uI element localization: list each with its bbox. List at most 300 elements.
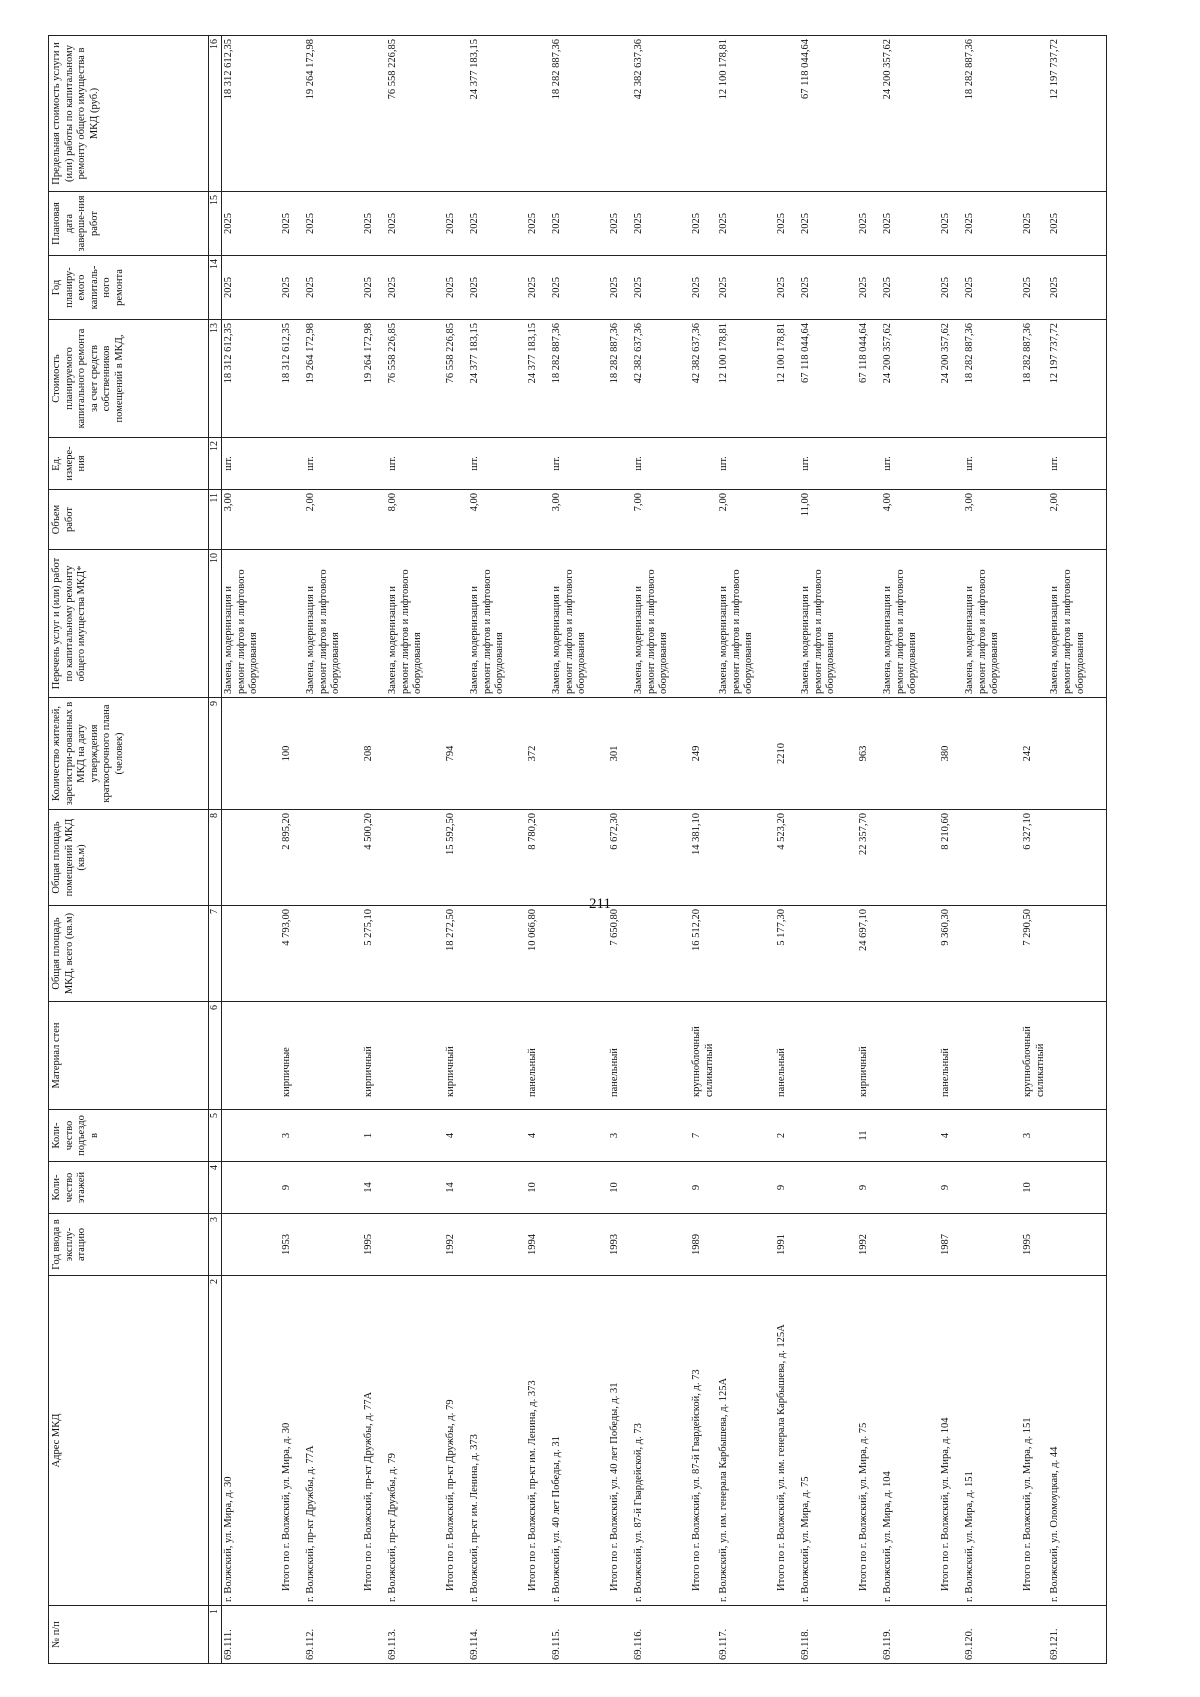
address-cell: Итого по г. Волжский, пр-кт Дружбы, д. 79 <box>444 1276 468 1606</box>
column-number: 14 <box>209 256 222 320</box>
total-area-cell <box>386 906 444 1002</box>
rotated-table-container <box>48 36 1148 1664</box>
unit-cell <box>362 438 386 490</box>
repair-cost-cell: 12 197 737,72 <box>1048 320 1107 438</box>
works-list-cell: Замена, модернизация и ремонт лифтов и лифтового оборудования <box>881 550 939 698</box>
residents-cell <box>1048 698 1107 810</box>
year-built-cell <box>386 1214 444 1276</box>
max-cost-cell <box>362 36 386 192</box>
total-area-cell <box>717 906 775 1002</box>
address-cell: г. Волжский, ул. Мира, д. 151 <box>963 1276 1021 1606</box>
max-cost-cell: 19 264 172,98 <box>304 36 362 192</box>
repair-year-cell: 2025 <box>939 256 963 320</box>
wall-material-cell <box>222 1002 281 1110</box>
work-volume-cell <box>690 490 717 550</box>
table-body <box>222 36 1107 1664</box>
capital-repair-table <box>48 35 1107 1664</box>
repair-year-cell: 2025 <box>857 256 881 320</box>
works-list-cell <box>526 550 550 698</box>
completion-date-cell: 2025 <box>280 192 304 256</box>
table-row <box>550 36 608 1664</box>
wall-material-cell: кирпичный <box>362 1002 386 1110</box>
repair-cost-cell: 67 118 044,64 <box>857 320 881 438</box>
header-cell: Общая площадь МКД, всего (кв.м) <box>49 906 209 1002</box>
floors-cell: 9 <box>690 1162 717 1214</box>
header-cell: Год ввода в эксплу-атацию <box>49 1214 209 1276</box>
header-cell: Адрес МКД <box>49 1276 209 1606</box>
repair-cost-cell: 12 100 178,81 <box>775 320 799 438</box>
repair-year-cell: 2025 <box>304 256 362 320</box>
repair-cost-cell: 76 558 226,85 <box>386 320 444 438</box>
entrances-cell <box>1048 1110 1107 1162</box>
address-cell: Итого по г. Волжский, ул. Мира, д. 75 <box>857 1276 881 1606</box>
table-row <box>386 36 444 1664</box>
address-cell: Итого по г. Волжский, ул. Мира, д. 30 <box>280 1276 304 1606</box>
floors-cell <box>222 1162 281 1214</box>
wall-material-cell: панельный <box>608 1002 632 1110</box>
repair-cost-cell: 18 282 887,36 <box>550 320 608 438</box>
header-cell: Коли-чество этажей <box>49 1162 209 1214</box>
total-area-cell: 7 290,50 <box>1021 906 1048 1002</box>
max-cost-cell: 24 377 183,15 <box>468 36 526 192</box>
year-built-cell <box>468 1214 526 1276</box>
wall-material-cell: панельный <box>939 1002 963 1110</box>
address-cell: г. Волжский, пр-кт Дружбы, д. 77А <box>304 1276 362 1606</box>
repair-cost-cell: 24 200 357,62 <box>881 320 939 438</box>
floors-cell <box>468 1162 526 1214</box>
wall-material-cell: панельный <box>526 1002 550 1110</box>
entrances-cell: 3 <box>280 1110 304 1162</box>
premises-area-cell <box>881 810 939 906</box>
year-built-cell: 1989 <box>690 1214 717 1276</box>
works-list-cell: Замена, модернизация и ремонт лифтов и лифтового оборудования <box>1048 550 1107 698</box>
row-number-cell: 69.113. <box>386 1606 444 1664</box>
year-built-cell <box>799 1214 857 1276</box>
table-total-row <box>280 36 304 1664</box>
year-built-cell <box>881 1214 939 1276</box>
address-cell: г. Волжский, ул. Оломоуцкая, д. 44 <box>1048 1276 1107 1606</box>
max-cost-cell: 18 312 612,35 <box>222 36 281 192</box>
entrances-cell: 4 <box>939 1110 963 1162</box>
entrances-cell: 1 <box>362 1110 386 1162</box>
address-cell: Итого по г. Волжский, ул. им. генерала Карбышева, д. 125А <box>775 1276 799 1606</box>
repair-cost-cell: 19 264 172,98 <box>304 320 362 438</box>
address-cell: Итого по г. Волжский, ул. Мира, д. 151 <box>1021 1276 1048 1606</box>
repair-cost-cell: 67 118 044,64 <box>799 320 857 438</box>
premises-area-cell: 15 592,50 <box>444 810 468 906</box>
repair-year-cell: 2025 <box>362 256 386 320</box>
wall-material-cell <box>386 1002 444 1110</box>
total-area-cell: 24 697,10 <box>857 906 881 1002</box>
floors-cell <box>304 1162 362 1214</box>
repair-year-cell: 2025 <box>799 256 857 320</box>
repair-year-cell: 2025 <box>386 256 444 320</box>
premises-area-cell <box>1048 810 1107 906</box>
year-built-cell <box>304 1214 362 1276</box>
max-cost-cell: 12 100 178,81 <box>717 36 775 192</box>
floors-cell <box>963 1162 1021 1214</box>
residents-cell: 249 <box>690 698 717 810</box>
work-volume-cell <box>775 490 799 550</box>
completion-date-cell: 2025 <box>881 192 939 256</box>
completion-date-cell: 2025 <box>690 192 717 256</box>
completion-date-cell: 2025 <box>468 192 526 256</box>
address-cell: г. Волжский, ул. Мира, д. 75 <box>799 1276 857 1606</box>
work-volume-cell: 2,00 <box>1048 490 1107 550</box>
entrances-cell: 7 <box>690 1110 717 1162</box>
column-number: 10 <box>209 550 222 698</box>
year-built-cell: 1991 <box>775 1214 799 1276</box>
wall-material-cell <box>1048 1002 1107 1110</box>
floors-cell: 14 <box>444 1162 468 1214</box>
row-number-cell: 69.121. <box>1048 1606 1107 1664</box>
premises-area-cell <box>550 810 608 906</box>
residents-cell: 380 <box>939 698 963 810</box>
total-area-cell: 16 512,20 <box>690 906 717 1002</box>
works-list-cell: Замена, модернизация и ремонт лифтов и лифтового оборудования <box>632 550 690 698</box>
floors-cell: 9 <box>939 1162 963 1214</box>
header-cell: Ед. измере-ния <box>49 438 209 490</box>
row-number-cell <box>857 1606 881 1664</box>
works-list-cell <box>775 550 799 698</box>
completion-date-cell: 2025 <box>444 192 468 256</box>
total-area-cell <box>799 906 857 1002</box>
premises-area-cell: 22 357,70 <box>857 810 881 906</box>
table-row <box>632 36 690 1664</box>
work-volume-cell: 7,00 <box>632 490 690 550</box>
works-list-cell: Замена, модернизация и ремонт лифтов и лифтового оборудования <box>304 550 362 698</box>
completion-date-cell: 2025 <box>1021 192 1048 256</box>
table-row <box>799 36 857 1664</box>
entrances-cell <box>386 1110 444 1162</box>
row-number-cell: 69.120. <box>963 1606 1021 1664</box>
total-area-cell <box>1048 906 1107 1002</box>
works-list-cell <box>444 550 468 698</box>
works-list-cell <box>690 550 717 698</box>
column-number: 13 <box>209 320 222 438</box>
header-cell: Перечень услуг и (или) работ по капитальному ремонту общего имущества МКД* <box>49 550 209 698</box>
completion-date-cell: 2025 <box>717 192 775 256</box>
header-cell: Стоимость планируемого капитального ремонта за счет средств собственников помещений в МКД, <box>49 320 209 438</box>
total-area-cell <box>632 906 690 1002</box>
row-number-cell: 69.117. <box>717 1606 775 1664</box>
row-number-cell: 69.115. <box>550 1606 608 1664</box>
wall-material-cell <box>881 1002 939 1110</box>
unit-cell: шт. <box>222 438 281 490</box>
entrances-cell <box>717 1110 775 1162</box>
header-cell: Количество жителей, зарегистри-рованных в МКД на дату утверждения краткосрочного плана (человек) <box>49 698 209 810</box>
floors-cell: 9 <box>775 1162 799 1214</box>
work-volume-cell: 3,00 <box>550 490 608 550</box>
residents-cell <box>963 698 1021 810</box>
year-built-cell: 1995 <box>1021 1214 1048 1276</box>
header-row <box>49 36 209 1664</box>
table-row <box>881 36 939 1664</box>
header-cell: Год планиру-емого капиталь-ного ремонта <box>49 256 209 320</box>
max-cost-cell <box>775 36 799 192</box>
entrances-cell <box>304 1110 362 1162</box>
repair-year-cell: 2025 <box>1048 256 1107 320</box>
premises-area-cell: 14 381,10 <box>690 810 717 906</box>
residents-cell <box>550 698 608 810</box>
works-list-cell <box>280 550 304 698</box>
entrances-cell: 4 <box>526 1110 550 1162</box>
completion-date-cell: 2025 <box>304 192 362 256</box>
year-built-cell <box>717 1214 775 1276</box>
total-area-cell <box>468 906 526 1002</box>
wall-material-cell <box>632 1002 690 1110</box>
table-row <box>1048 36 1107 1664</box>
max-cost-cell: 12 197 737,72 <box>1048 36 1107 192</box>
completion-date-cell: 2025 <box>386 192 444 256</box>
repair-year-cell: 2025 <box>690 256 717 320</box>
table-total-row <box>690 36 717 1664</box>
repair-cost-cell: 12 100 178,81 <box>717 320 775 438</box>
unit-cell <box>690 438 717 490</box>
unit-cell <box>526 438 550 490</box>
unit-cell <box>939 438 963 490</box>
works-list-cell: Замена, модернизация и ремонт лифтов и лифтового оборудования <box>468 550 526 698</box>
floors-cell <box>386 1162 444 1214</box>
unit-cell: шт. <box>304 438 362 490</box>
premises-area-cell: 8 780,20 <box>526 810 550 906</box>
repair-cost-cell: 76 558 226,85 <box>444 320 468 438</box>
repair-cost-cell: 18 282 887,36 <box>1021 320 1048 438</box>
column-number: 5 <box>209 1110 222 1162</box>
works-list-cell: Замена, модернизация и ремонт лифтов и лифтового оборудования <box>550 550 608 698</box>
max-cost-cell <box>280 36 304 192</box>
floors-cell: 10 <box>526 1162 550 1214</box>
premises-area-cell: 6 327,10 <box>1021 810 1048 906</box>
premises-area-cell <box>717 810 775 906</box>
header-cell: Предельная стоимость услуги и (или) работы по капитальному ремонту общего имущества в МКД (руб.) <box>49 36 209 192</box>
table-total-row <box>608 36 632 1664</box>
works-list-cell: Замена, модернизация и ремонт лифтов и лифтового оборудования <box>799 550 857 698</box>
completion-date-cell: 2025 <box>632 192 690 256</box>
entrances-cell <box>799 1110 857 1162</box>
completion-date-cell: 2025 <box>963 192 1021 256</box>
row-number-cell <box>939 1606 963 1664</box>
column-number: 1 <box>209 1606 222 1664</box>
unit-cell <box>775 438 799 490</box>
repair-year-cell: 2025 <box>222 256 281 320</box>
work-volume-cell <box>939 490 963 550</box>
residents-cell: 100 <box>280 698 304 810</box>
year-built-cell <box>550 1214 608 1276</box>
repair-cost-cell: 18 282 887,36 <box>608 320 632 438</box>
completion-date-cell: 2025 <box>362 192 386 256</box>
column-number: 8 <box>209 810 222 906</box>
residents-cell <box>468 698 526 810</box>
repair-cost-cell: 18 282 887,36 <box>963 320 1021 438</box>
table-total-row <box>444 36 468 1664</box>
unit-cell: шт. <box>550 438 608 490</box>
repair-year-cell: 2025 <box>963 256 1021 320</box>
work-volume-cell: 8,00 <box>386 490 444 550</box>
total-area-cell: 7 650,80 <box>608 906 632 1002</box>
work-volume-cell: 4,00 <box>468 490 526 550</box>
residents-cell <box>222 698 281 810</box>
residents-cell: 208 <box>362 698 386 810</box>
work-volume-cell: 2,00 <box>717 490 775 550</box>
max-cost-cell: 18 282 887,36 <box>963 36 1021 192</box>
floors-cell <box>1048 1162 1107 1214</box>
year-built-cell <box>632 1214 690 1276</box>
repair-year-cell: 2025 <box>444 256 468 320</box>
completion-date-cell: 2025 <box>608 192 632 256</box>
column-number: 6 <box>209 1002 222 1110</box>
repair-year-cell: 2025 <box>468 256 526 320</box>
work-volume-cell: 11,00 <box>799 490 857 550</box>
works-list-cell <box>608 550 632 698</box>
table-row <box>717 36 775 1664</box>
max-cost-cell <box>526 36 550 192</box>
max-cost-cell <box>690 36 717 192</box>
premises-area-cell <box>386 810 444 906</box>
max-cost-cell: 24 200 357,62 <box>881 36 939 192</box>
premises-area-cell: 4 523,20 <box>775 810 799 906</box>
year-built-cell: 1995 <box>362 1214 386 1276</box>
row-number-cell <box>690 1606 717 1664</box>
premises-area-cell <box>963 810 1021 906</box>
completion-date-cell: 2025 <box>799 192 857 256</box>
total-area-cell <box>963 906 1021 1002</box>
total-area-cell: 9 360,30 <box>939 906 963 1002</box>
completion-date-cell: 2025 <box>939 192 963 256</box>
total-area-cell: 4 793,00 <box>280 906 304 1002</box>
wall-material-cell: панельный <box>775 1002 799 1110</box>
unit-cell <box>444 438 468 490</box>
year-built-cell: 1993 <box>608 1214 632 1276</box>
repair-year-cell: 2025 <box>775 256 799 320</box>
floors-cell <box>881 1162 939 1214</box>
table-total-row <box>939 36 963 1664</box>
table-row <box>963 36 1021 1664</box>
address-cell: г. Волжский, пр-кт им. Ленина, д. 373 <box>468 1276 526 1606</box>
max-cost-cell <box>1021 36 1048 192</box>
header-cell: № п/п <box>49 1606 209 1664</box>
total-area-cell: 5 275,10 <box>362 906 386 1002</box>
work-volume-cell <box>608 490 632 550</box>
floors-cell <box>717 1162 775 1214</box>
unit-cell <box>1021 438 1048 490</box>
repair-cost-cell: 42 382 637,36 <box>632 320 690 438</box>
wall-material-cell <box>468 1002 526 1110</box>
wall-material-cell <box>963 1002 1021 1110</box>
row-number-cell <box>775 1606 799 1664</box>
address-cell: Итого по г. Волжский, ул. 87-й Гвардейской, д. 73 <box>690 1276 717 1606</box>
unit-cell: шт. <box>632 438 690 490</box>
wall-material-cell: кирпичный <box>444 1002 468 1110</box>
row-number-cell: 69.114. <box>468 1606 526 1664</box>
column-number: 12 <box>209 438 222 490</box>
address-cell: Итого по г. Волжский, ул. Мира, д. 104 <box>939 1276 963 1606</box>
column-number: 7 <box>209 906 222 1002</box>
column-number: 9 <box>209 698 222 810</box>
column-number: 16 <box>209 36 222 192</box>
row-number-cell <box>608 1606 632 1664</box>
max-cost-cell: 18 282 887,36 <box>550 36 608 192</box>
column-number-row <box>209 36 222 1664</box>
repair-year-cell: 2025 <box>1021 256 1048 320</box>
row-number-cell: 69.116. <box>632 1606 690 1664</box>
address-cell: г. Волжский, ул. 87-й Гвардейской, д. 73 <box>632 1276 690 1606</box>
column-number: 15 <box>209 192 222 256</box>
premises-area-cell: 2 895,20 <box>280 810 304 906</box>
floors-cell: 10 <box>608 1162 632 1214</box>
works-list-cell: Замена, модернизация и ремонт лифтов и лифтового оборудования <box>222 550 281 698</box>
year-built-cell <box>1048 1214 1107 1276</box>
address-cell: г. Волжский, ул. Мира, д. 30 <box>222 1276 281 1606</box>
entrances-cell <box>222 1110 281 1162</box>
work-volume-cell <box>280 490 304 550</box>
works-list-cell <box>939 550 963 698</box>
premises-area-cell <box>304 810 362 906</box>
residents-cell: 242 <box>1021 698 1048 810</box>
address-cell: г. Волжский, ул. им. генерала Карбышева, д. 125А <box>717 1276 775 1606</box>
row-number-cell <box>1021 1606 1048 1664</box>
max-cost-cell <box>444 36 468 192</box>
completion-date-cell: 2025 <box>857 192 881 256</box>
work-volume-cell <box>1021 490 1048 550</box>
table-row <box>468 36 526 1664</box>
completion-date-cell: 2025 <box>550 192 608 256</box>
total-area-cell <box>550 906 608 1002</box>
year-built-cell: 1987 <box>939 1214 963 1276</box>
work-volume-cell <box>444 490 468 550</box>
completion-date-cell: 2025 <box>775 192 799 256</box>
address-cell: Итого по г. Волжский, пр-кт им. Ленина, д. 373 <box>526 1276 550 1606</box>
year-built-cell: 1953 <box>280 1214 304 1276</box>
work-volume-cell: 3,00 <box>963 490 1021 550</box>
premises-area-cell <box>799 810 857 906</box>
column-number: 3 <box>209 1214 222 1276</box>
year-built-cell: 1992 <box>857 1214 881 1276</box>
repair-cost-cell: 42 382 637,36 <box>690 320 717 438</box>
completion-date-cell: 2025 <box>526 192 550 256</box>
residents-cell: 963 <box>857 698 881 810</box>
repair-cost-cell: 24 200 357,62 <box>939 320 963 438</box>
unit-cell <box>857 438 881 490</box>
unit-cell: шт. <box>881 438 939 490</box>
total-area-cell: 5 177,30 <box>775 906 799 1002</box>
entrances-cell <box>632 1110 690 1162</box>
work-volume-cell <box>362 490 386 550</box>
premises-area-cell: 8 210,60 <box>939 810 963 906</box>
completion-date-cell: 2025 <box>222 192 281 256</box>
unit-cell: шт. <box>468 438 526 490</box>
entrances-cell <box>550 1110 608 1162</box>
wall-material-cell <box>304 1002 362 1110</box>
entrances-cell: 11 <box>857 1110 881 1162</box>
row-number-cell <box>280 1606 304 1664</box>
residents-cell: 301 <box>608 698 632 810</box>
works-list-cell: Замена, модернизация и ремонт лифтов и лифтового оборудования <box>717 550 775 698</box>
max-cost-cell: 67 118 044,64 <box>799 36 857 192</box>
total-area-cell: 18 272,50 <box>444 906 468 1002</box>
entrances-cell <box>468 1110 526 1162</box>
year-built-cell <box>222 1214 281 1276</box>
wall-material-cell: крупноблочный силикатный <box>690 1002 717 1110</box>
work-volume-cell <box>857 490 881 550</box>
row-number-cell <box>526 1606 550 1664</box>
address-cell: г. Волжский, ул. Мира, д. 104 <box>881 1276 939 1606</box>
works-list-cell: Замена, модернизация и ремонт лифтов и лифтового оборудования <box>963 550 1021 698</box>
table-total-row <box>526 36 550 1664</box>
unit-cell: шт. <box>386 438 444 490</box>
repair-year-cell: 2025 <box>526 256 550 320</box>
repair-year-cell: 2025 <box>881 256 939 320</box>
